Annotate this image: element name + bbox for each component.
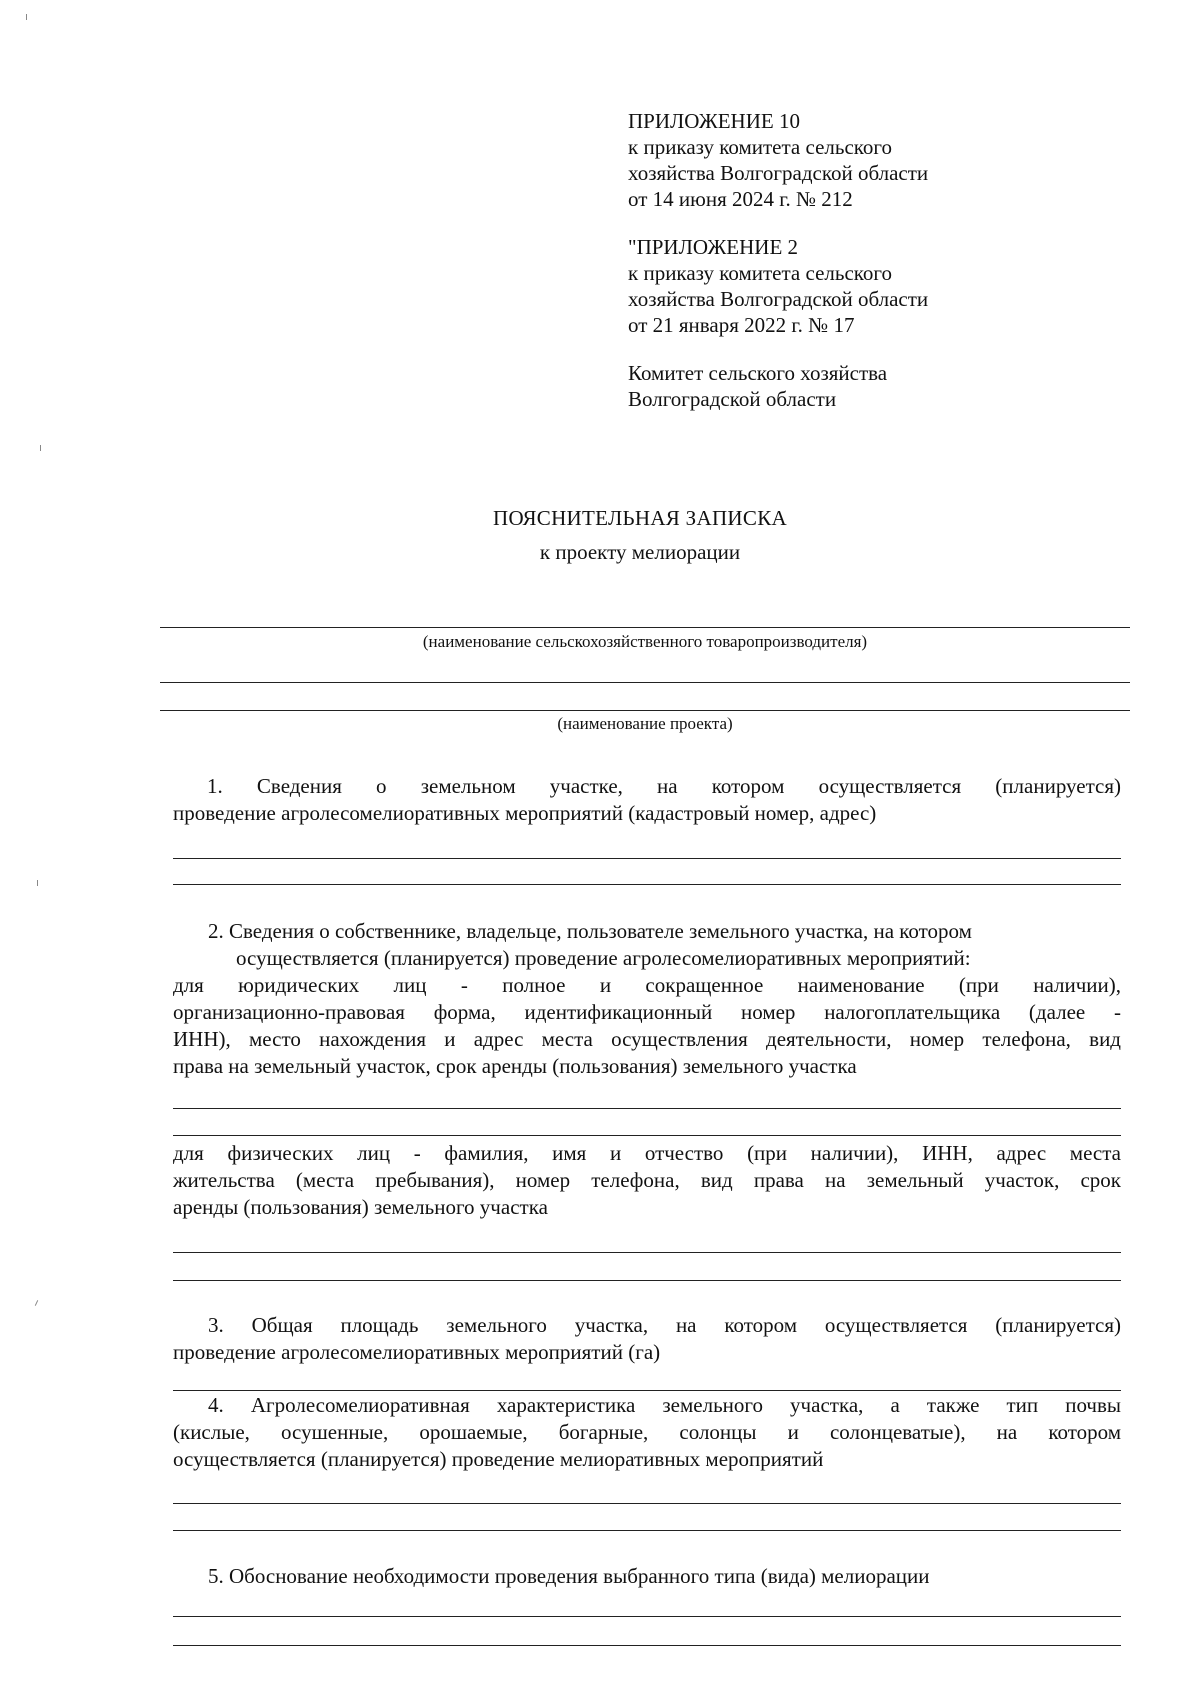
producer-name-line [160, 627, 1130, 628]
section-2-phys-line1: для физических лиц - фамилия, имя и отчество (при наличии), ИНН, адрес места [173, 1141, 1121, 1165]
section-5-answer-line-2 [173, 1645, 1121, 1646]
appendix-2-title: "ПРИЛОЖЕНИЕ 2 [628, 235, 799, 259]
scan-speck [35, 1300, 38, 1306]
section-2-physical [173, 1140, 1121, 1221]
project-name-line [160, 710, 1130, 711]
section-5-answer-line-1 [173, 1616, 1121, 1617]
producer-name-line-2 [160, 682, 1130, 683]
scan-speck [37, 880, 38, 886]
scan-speck [26, 14, 27, 20]
addressee-line1: Комитет сельского хозяйства [628, 361, 888, 385]
section-2-legal-line4: права на земельный участок, срок аренды (пользования) земельного участка [173, 1054, 857, 1078]
section-2-line1: 2. Сведения о собственнике, владельце, пользователе земельного участка, на котором [208, 919, 972, 943]
appendix-2-order-date: от 21 января 2022 г. № 17 [628, 313, 855, 337]
section-1-line2: проведение агролесомелиоративных мероприятий (кадастровый номер, адрес) [173, 801, 877, 825]
scan-speck [40, 445, 41, 451]
appendix-10-order-line1: к приказу комитета сельского [628, 135, 893, 159]
producer-name-caption: (наименование сельскохозяйственного товаропроизводителя) [422, 632, 868, 651]
appendix-10-title: ПРИЛОЖЕНИЕ 10 [628, 109, 800, 133]
section-4-answer-line-1 [173, 1503, 1121, 1504]
section-2-phys-line3: аренды (пользования) земельного участка [173, 1195, 548, 1219]
section-3-line1: 3. Общая площадь земельного участка, на котором осуществляется (планируется) [208, 1313, 1121, 1337]
section-3-line2: проведение агролесомелиоративных мероприятий (га) [173, 1340, 661, 1364]
section-2-physical-answer-line-2 [173, 1280, 1121, 1281]
section-4 [173, 1392, 1121, 1473]
section-3 [173, 1312, 1121, 1366]
appendix-10-order-line2: хозяйства Волгоградской области [628, 161, 929, 185]
section-1-answer-line-1 [173, 858, 1121, 859]
appendix-2-block [628, 234, 928, 338]
section-4-answer-line-2 [173, 1530, 1121, 1531]
section-1-line1: 1. Сведения о земельном участке, на котором осуществляется (планируется) [207, 774, 1121, 798]
section-2-legal-line1: для юридических лиц - полное и сокращенное наименование (при наличии), [173, 973, 1121, 997]
project-name-caption: (наименование проекта) [557, 714, 733, 733]
appendix-2-order-line1: к приказу комитета сельского [628, 261, 893, 285]
appendix-10-order-date: от 14 июня 2024 г. № 212 [628, 187, 853, 211]
section-2-legal-line3: ИНН), место нахождения и адрес места осуществления деятельности, номер телефона, вид [173, 1027, 1121, 1051]
appendix-2-order-line2: хозяйства Волгоградской области [628, 287, 929, 311]
section-4-line2: (кислые, осушенные, орошаемые, богарные, солонцы и солонцеватые), на котором [173, 1420, 1121, 1444]
section-2-legal-answer-line-1 [173, 1108, 1121, 1109]
addressee-line2: Волгоградской области [628, 387, 837, 411]
section-1-answer-line-2 [173, 884, 1121, 885]
section-2-line2: осуществляется (планируется) проведение агролесомелиоративных мероприятий: [236, 946, 971, 970]
section-4-line3: осуществляется (планируется) проведение мелиоративных мероприятий [173, 1447, 824, 1471]
section-4-line1: 4. Агролесомелиоративная характеристика земельного участка, а также тип почвы [208, 1393, 1121, 1417]
section-5 [173, 1563, 1121, 1590]
addressee-block [628, 360, 887, 412]
section-2-physical-answer-line-1 [173, 1252, 1121, 1253]
section-1 [173, 773, 1121, 827]
section-2-phys-line2: жительства (места пребывания), номер телефона, вид права на земельный участок, срок [173, 1168, 1121, 1192]
section-2-legal-answer-line-2 [173, 1135, 1121, 1136]
appendix-10-block [628, 108, 928, 212]
section-2-legal-line2: организационно-правовая форма, идентификационный номер налогоплательщика (далее - [173, 1000, 1121, 1024]
document-subtitle: к проекту мелиорации [539, 540, 741, 564]
section-3-answer-line [173, 1390, 1121, 1391]
section-2 [173, 918, 1121, 1080]
document-title: ПОЯСНИТЕЛЬНАЯ ЗАПИСКА [493, 506, 787, 530]
section-5-line1: 5. Обоснование необходимости проведения выбранного типа (вида) мелиорации [208, 1564, 930, 1588]
